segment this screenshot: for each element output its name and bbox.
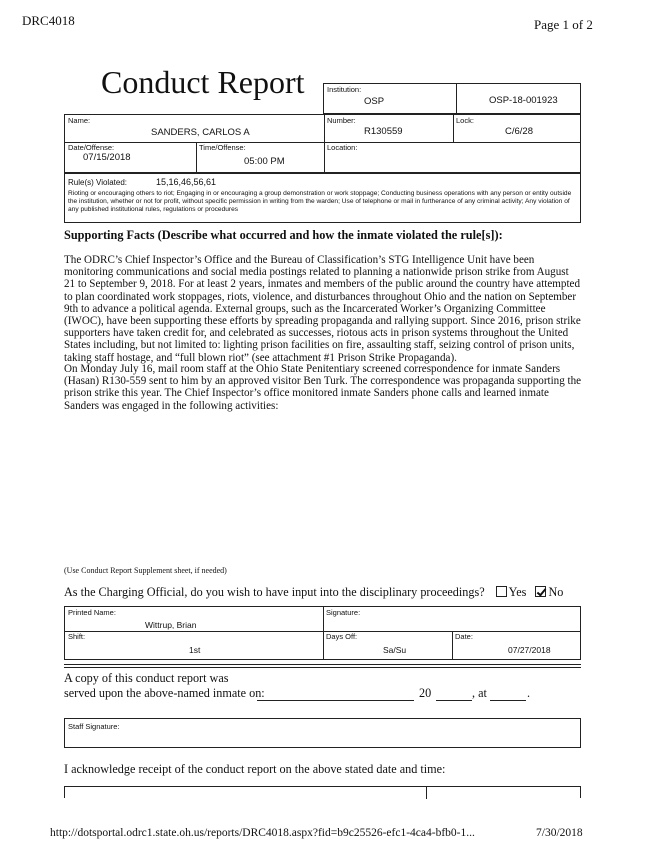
name-cell xyxy=(65,115,324,142)
footer-url[interactable]: http://dotsportal.odrc1.state.oh.us/reports/DRC4018.aspx?fid=b9c25526-efc1-4ca4-bfb0-1... xyxy=(50,827,475,839)
supporting-facts-paragraph: The ODRC’s Chief Inspector’s Office and the Bureau of Classification’s STG Intelligence Unit have been monitoring communications and social media postings related to planning a nationwide prison strike from August 21 to September 9, 2018. For at least 2 years, inmates and members of the public around the country have attempted to plan coordinated work stoppages, riots, violence, and disturbances throughout Ohio and the nation on September 9th to advance a political agenda. External groups, such as the Incarcerated Worker’s Organizing Committee (IWOC), have been supporting these efforts by spreading propaganda and rallying support. Since 2016, prison strike supporters have taken credit for, and celebrated as successes, riotous acts in prison systems throughout the United States including, but not limited to: lighting prison facilities on fire, assaulting staff, seizing control of prison units, taking staff hostage, and “full blown riot” (see attachment #1 Prison Strike Propaganda). xyxy=(64,254,581,364)
rules-label: Rule(s) Violated: xyxy=(68,178,127,187)
printed-name-cell xyxy=(65,607,323,631)
location-label: Location: xyxy=(327,143,358,152)
charging-question-row xyxy=(64,585,563,600)
days-off-value: Sa/Su xyxy=(383,645,407,655)
served-text-1: A copy of this conduct report was xyxy=(64,671,229,685)
institution-value: OSP xyxy=(364,96,385,107)
supporting-facts-heading: Supporting Facts (Describe what occurred and how the inmate violated the rule[s]): xyxy=(64,228,503,242)
divider-bottom xyxy=(64,667,581,668)
signature-cell[interactable] xyxy=(323,607,580,631)
time-cell xyxy=(196,142,324,172)
signature-label: Signature: xyxy=(326,608,361,617)
served-period: . xyxy=(527,686,531,700)
location-cell xyxy=(324,142,581,172)
yes-checkbox[interactable] xyxy=(496,586,507,597)
name-value: SANDERS, CARLOS A xyxy=(151,127,250,138)
date-value: 07/15/2018 xyxy=(83,152,131,163)
lock-cell xyxy=(453,115,581,142)
official-info-grid xyxy=(64,606,581,660)
rules-value: 15,16,46,56,61 xyxy=(156,177,217,187)
staff-signature-box[interactable] xyxy=(64,718,581,748)
rules-box xyxy=(64,173,581,223)
official-date-value: 07/27/2018 xyxy=(508,645,551,655)
date-cell xyxy=(65,142,196,172)
served-time-line[interactable] xyxy=(490,700,526,701)
lock-label: Lock: xyxy=(456,116,474,125)
rules-description: Rioting or encouraging others to riot; Engaging in or encouraging a group demonstration or work stoppage; Conducting business operations with any person or entity outside the institution, whether or not for profit, without specific permission in writing from the warden; Use of telephone or mail in furtherance of any criminal activity; Any violation of any published institutional rules, regulations or procedures xyxy=(68,190,572,213)
charging-question: As the Charging Official, do you wish to have input into the disciplinary proceedings? xyxy=(64,585,485,599)
number-cell xyxy=(324,115,453,142)
inmate-info-grid xyxy=(64,114,581,173)
official-date-cell xyxy=(452,631,580,659)
yes-label: Yes xyxy=(508,585,527,599)
served-at-label: , at xyxy=(472,686,487,700)
staff-signature-label: Staff Signature: xyxy=(68,722,120,731)
served-year-line[interactable] xyxy=(436,700,472,701)
days-off-label: Days Off: xyxy=(326,632,358,641)
number-value: R130559 xyxy=(364,126,403,137)
institution-box xyxy=(323,83,581,114)
date-label: Date/Offense: xyxy=(68,143,115,152)
no-label: No xyxy=(548,585,564,599)
shift-label: Shift: xyxy=(68,632,86,641)
report-number: OSP-18-001923 xyxy=(489,95,558,106)
institution-label: Institution: xyxy=(327,85,362,94)
official-date-label: Date: xyxy=(455,632,473,641)
page-info: Page 1 of 2 xyxy=(534,17,593,32)
time-label: Time/Offense: xyxy=(199,143,246,152)
served-text-2: served upon the above-named inmate on: xyxy=(64,686,265,700)
page-title: Conduct Report xyxy=(101,64,305,100)
printed-name-label: Printed Name: xyxy=(68,608,116,617)
shift-value: 1st xyxy=(189,645,201,655)
printed-name-value: Wittrup, Brian xyxy=(145,620,197,630)
acknowledge-signature-box[interactable] xyxy=(64,786,581,798)
footer-date: 7/30/2018 xyxy=(536,827,583,839)
served-year-prefix: 20 xyxy=(419,686,432,700)
number-label: Number: xyxy=(327,116,356,125)
acknowledge-text: I acknowledge receipt of the conduct report on the above stated date and time: xyxy=(64,762,446,776)
lock-value: C/6/28 xyxy=(505,126,533,137)
divider-top xyxy=(64,664,581,665)
no-checkbox[interactable] xyxy=(535,586,546,597)
time-value: 05:00 PM xyxy=(244,156,285,167)
supporting-facts-paragraph-2: On Monday July 16, mail room staff at the Ohio State Penitentiary screened correspondence for inmate Sanders (Hasan) R130-559 sent to him by an approved visitor Ben Turk. The correspondence was propaganda supporting the prison strike this year. The Chief Inspector’s office monitored inmate Sanders phone calls and learned inmate Sanders was engaged in the following activities: xyxy=(64,363,582,412)
name-label: Name: xyxy=(68,116,91,125)
shift-cell xyxy=(65,631,323,659)
form-id: DRC4018 xyxy=(22,13,75,28)
served-date-line[interactable] xyxy=(257,700,414,701)
supplement-note: (Use Conduct Report Supplement sheet, if needed) xyxy=(64,566,227,575)
days-off-cell xyxy=(323,631,452,659)
